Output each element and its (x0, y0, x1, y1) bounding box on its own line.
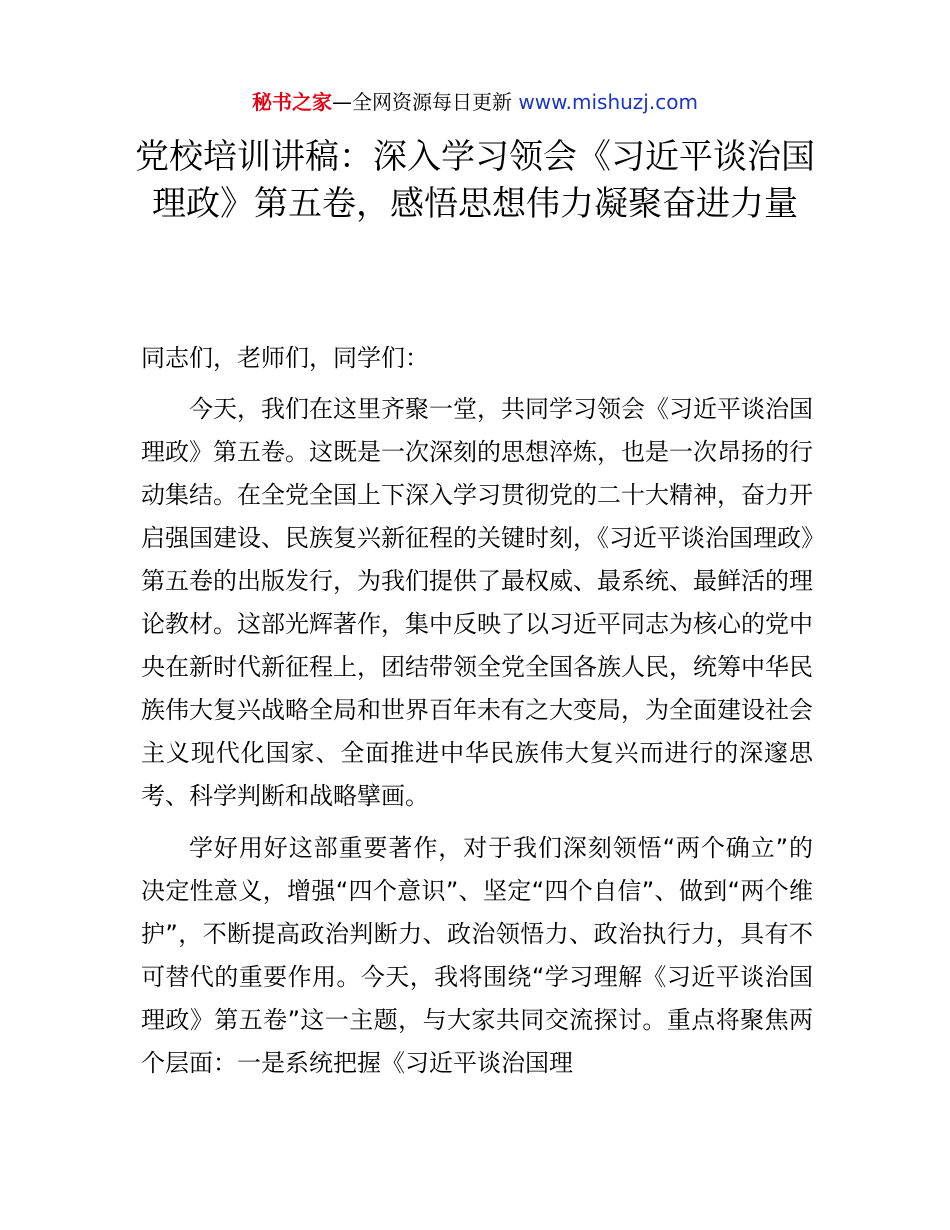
document-body (141, 337, 813, 1094)
site-header (0, 88, 950, 116)
body-paragraph-1: 今天，我们在这里齐聚一堂，共同学习领会《习近平谈治国理政》第五卷。这既是一次深刻的思想淬炼，也是一次昂扬的行动集结。在全党全国上下深入学习贯彻党的二十大精神，奋力开启强国建设、民族复兴新征程的关键时刻，《习近平谈治国理政》第五卷的出版发行，为我们提供了最权威、最系统、最鲜活的理论教材。这部光辉著作，集中反映了以习近平同志为核心的党中央在新时代新征程上，团结带领全党全国各族人民，统筹中华民族伟大复兴战略全局和世界百年未有之大变局，为全面建设社会主义现代化国家、全面推进中华民族伟大复兴而进行的深邃思考、科学判断和战略擘画。 (141, 395, 813, 810)
document-title: 党校培训讲稿：深入学习领会《习近平谈治国理政》第五卷，感悟思想伟力凝聚奋进力量 (135, 137, 815, 224)
brand-name: 秘书之家 (252, 90, 333, 114)
salutation: 同志们，老师们，同学们： (141, 344, 429, 372)
header-tagline: —全网资源每日更新 (332, 90, 513, 114)
site-url-link[interactable]: www.mishuzj.com (518, 90, 698, 114)
body-paragraph-2: 学好用好这部重要著作，对于我们深刻领悟“两个确立”的决定性意义，增强“四个意识”、坚定“四个自信”、做到“两个维护”，不断提高政治判断力、政治领悟力、政治执行力，具有不可替代的重要作用。今天，我将围绕“学习理解《习近平谈治国理政》第五卷”这一主题，与大家共同交流探讨。重点将聚焦两个层面：一是系统把握《习近平谈治国理 (141, 834, 813, 1077)
